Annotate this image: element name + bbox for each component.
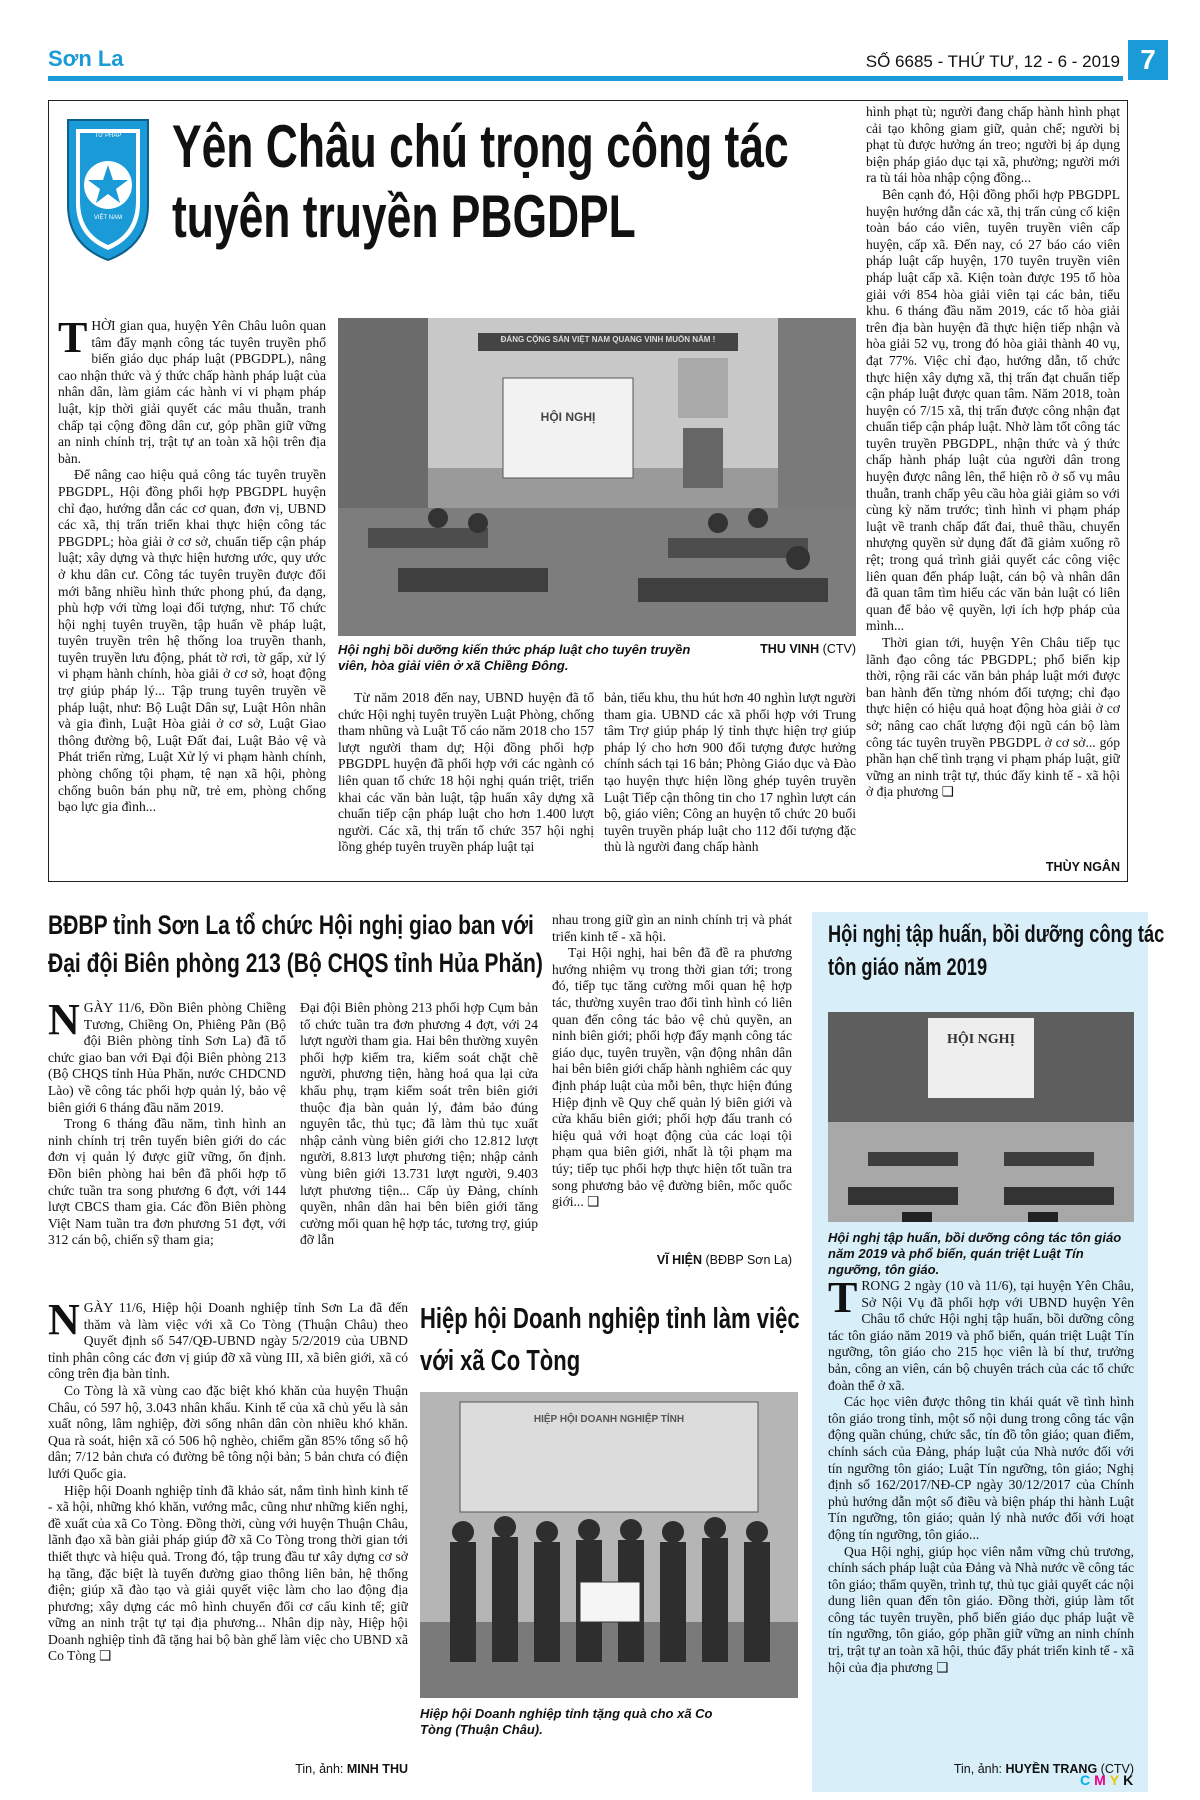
article2-lead-paragraph: NGÀY 11/6, Đồn Biên phòng Chiềng Tương, Chiềng On, Phiêng Pằn (Bộ đội Biên phòng tỉnh Sơn La) đã tổ chức giao ban với Đại đội Biên phòng 213 (Bộ CHQS tỉnh Hủa Phăn, nước CHDCND Lào) về công tác phối hợp quản lý, bảo vệ biên giới 6 tháng đầu năm 2019. (48, 1000, 286, 1115)
article1-title (172, 112, 872, 252)
cmyk-marks (1080, 1772, 1137, 1788)
article2-author: VĨ HIỆN (BĐBP Sơn La) (656, 1253, 792, 1267)
article1-paragraph: Bên cạnh đó, Hội đồng phối hợp PBGDPL huyện hướng dẫn các xã, thị trấn củng cố kiện toàn báo cáo viên, tuyên truyền viên cấp huyện, cấp xã. Đến nay, có 27 báo cáo viên pháp luật cấp huyện, 170 tuyên truyền viên pháp luật cấp xã. Kiện toàn được 195 tổ hòa giải với 854 hòa giải viên tại các bản, tiểu khu. 6 tháng đầu năm 2019, các tổ hòa giải trên địa bàn huyện đã thực hiện tiếp nhận và hòa giải 52 vụ, trong đó hòa giải thành 40 vụ, đạt 77%. Việc chỉ đạo, hướng dẫn, tổ chức thực hiện xây dựng xã, thị trấn đạt chuẩn tiếp cận pháp luật được quan tâm. Năm 2018, toàn huyện có 7/15 xã, thị trấn được công nhận đạt chuẩn tiếp cận pháp luật. Nhờ làm tốt công tác tuyên truyền PBGDPL, nhận thức và ý thức chấp hành pháp luật của người dân trong huyện được nâng lên, thể hiện rõ ở số vụ mâu thuẫn, tranh chấp yêu cầu hòa giải giảm so với cùng kỳ năm trước; tình hình vi phạm pháp luật về tranh chấp đất đai, thuê thầu, chuyển nhượng quyền sử dụng đất đã giảm xuống rõ rệt; trong quá trình giải quyết các công việc liên quan đến pháp luật, cán bộ và nhân dân đã quan tâm tìm hiểu các văn bản luật có liên quan để bảo vệ quyền, lợi ích hợp pháp của mình... (866, 186, 1120, 634)
justice-logo (58, 115, 158, 265)
article1-paragraph: Để nâng cao hiệu quả công tác tuyên truyền PBGDPL, Hội đồng phối hợp PBGDPL huyện chỉ đạo, hướng dẫn các cơ quan, đơn vị, UBND các xã, thị trấn triển khai thực hiện công tác PBGDPL; hòa giải ở cơ sở, chuẩn tiếp cận pháp luật; xây dựng và thực hiện hương ước, quy ước ở khu dân cư. Công tác tuyên truyền được đổi mới bằng nhiều hình thức phong phú, đa dạng, phù hợp với từng loại đối tượng, như: Tổ chức hội nghị tuyên truyền, tập huấn về pháp luật, tuyên truyền trên hệ thống loa truyền thanh, tuyên truyền lưu động, phát tờ rơi, tờ gấp, xử lý vi phạm hành chính, hòa giải ở cơ sở, hoạt động trợ giúp pháp lý... Tập trung tuyên truyền về pháp luật, như: Bộ Luật Dân sự, Luật Hôn nhân và gia đình, Luật Hòa giải ở cơ sở, Luật Giao thông đường bộ, Luật Đất đai, Luật Bảo vệ và Phát triển rừng, Luật Xử lý vi phạm hành chính, phòng chống tội phạm, tệ nạn xã hội, phòng chống buôn bán phụ nữ, trẻ em, phòng chống bạo lực gia đình... (58, 467, 326, 815)
article2-title-line1: BĐBP tỉnh Sơn La tổ chức Hội nghị giao ban với (48, 910, 534, 940)
article3-photo (828, 1012, 1134, 1222)
article1-col2 (338, 690, 594, 875)
article2-paragraph: Đại đội Biên phòng 213 phối hợp Cụm bản tổ chức tuần tra đơn phương 4 đợt, với 24 lượt người tham gia. Hai bên thường xuyên phối hợp kiểm tra, kiểm soát chặt chẽ người, phương tiện, hàng hoá qua lại cửa khẩu phụ, trạm kiểm soát trên biên giới thuộc địa bàn quản lý, đảm bảo đúng nguyên tắc, thủ tục; đã làm thủ tục xuất nhập cảnh vùng biên giới cho 12.812 lượt người, 8.813 lượt phương tiện; nhập cảnh vùng biên giới 13.731 lượt người, 9.403 lượt phương tiện... Cấp ủy Đảng, chính quyền, nhân dân hai bên biên giới tăng cường mối quan hệ hợp tác, tương trợ, giúp đỡ lẫn (300, 1000, 538, 1248)
article4-title (420, 1298, 800, 1382)
conference-room-photo (338, 318, 856, 636)
cmyk-k: K (1123, 1772, 1138, 1788)
photo-screen-text: HỘI NGHỊ (540, 410, 596, 424)
article2-paragraph: Tại Hội nghị, hai bên đã đề ra phương hướng nhiệm vụ trong thời gian tới; trong đó, tiếp tục tăng cường mối quan hệ hợp tác, thường xuyên trao đổi tình hình có liên quan đến công tác bảo vệ chủ quyền, an ninh biên giới; phối hợp đẩy mạnh công tác giáo dục, tuyên truyền, vận động nhân dân hai bên biên giới chấp hành nghiêm các quy định pháp luật của mỗi bên, thực hiện đúng Hiệp định về Quy chế quản lý biên giới và cửa khẩu biên giới; phối hợp đấu tranh có hiệu quả với hoạt động của các loại tội phạm qua biên giới, nhất là tội phạm ma túy; tiếp tục phối hợp thực hiện tốt tuần tra song phương bảo vệ đường biên, mốc quốc giới... ❑ (552, 945, 792, 1210)
article4-paragraph: Hiệp hội Doanh nghiệp tỉnh đã khảo sát, nắm tình hình kinh tế - xã hội, những khó khăn, vướng mắc, cũng như những kiến nghị, đề xuất của xã Co Tòng. Đồng thời, cùng với huyện Thuận Châu, lãnh đạo xã bàn giải pháp giúp đỡ xã Co Tòng trong thời gian tới thiết thực và hiệu quả. Trong đó, tập trung đầu tư xây dựng cơ sở hạ tầng, đặc biệt là tuyến đường giao thông liên bản, hệ thống điện; giúp xã đào tạo và giải quyết việc làm cho lao động địa phương; xây dựng các mô hình chuyển đổi cơ cấu kinh tế; giữ vững an ninh trật tự tại địa phương... Nhân dịp này, Hiệp hội Doanh nghiệp tỉnh đã tặng hai bộ bàn ghế làm việc cho UBND xã Co Tòng ❑ (48, 1482, 408, 1664)
group-photo (420, 1392, 798, 1698)
article3-lead-paragraph: TRONG 2 ngày (10 và 11/6), tại huyện Yên Châu, Sở Nội Vụ đã phối hợp với UBND huyện Yên Châu tổ chức Hội nghị tập huấn, bồi dưỡng công tác tôn giáo năm 2019 và phổ biến, quán triệt Luật Tín ngưỡng, tôn giáo cho 215 học viên là bí thư, trưởng bản, công an viên, cán bộ chuyên trách của các tổ chức đoàn thể ở xã. (828, 1278, 1134, 1393)
article4-title-line2: với xã Co Tòng (420, 1345, 581, 1377)
header-rule (48, 76, 1123, 81)
article4-col1 (48, 1300, 408, 1780)
issue-info: SỐ 6685 - THỨ TƯ, 12 - 6 - 2019 (865, 52, 1120, 71)
dropcap: T (828, 1278, 858, 1322)
article2-col2 (300, 1000, 538, 1270)
article4-photo (420, 1392, 798, 1698)
article1-col1 (58, 318, 326, 873)
page-number: 7 (1128, 40, 1168, 80)
end-mark: ❑ (99, 1648, 112, 1664)
article1-paragraph: hình phạt tù; người đang chấp hành hình phạt cải tạo không giam giữ, quản chế; người bị phạt tù được hưởng án treo; người bị áp dụng biện pháp giáo dục tại xã, phường; người mới ra tù tái hòa nhập cộng đồng... (866, 104, 1120, 186)
article4-paragraph: Co Tòng là xã vùng cao đặc biệt khó khăn của huyện Thuận Châu, có 597 hộ, 3.043 nhân khẩu. Kinh tế của xã chủ yếu là sản xuất nông, lâm nghiệp, đời sống nhân dân còn nhiều khó khăn. Qua rà soát, hiện xã có 506 hộ nghèo, chiếm gần 85% tổng số hộ dân; 7/12 bản chưa có đường bê tông nội bản; 5 bản chưa có điện lưới Quốc gia. (48, 1382, 408, 1481)
photo-banner-text: ĐẢNG CỘNG SẢN VIỆT NAM QUANG VINH MUÔN NĂM ! (500, 335, 716, 344)
article3-credit: Tin, ảnh: HUYỀN TRANG (CTV) (953, 1762, 1134, 1776)
article1-title-line1: Yên Châu chú trọng công tác (172, 113, 789, 180)
article1-paragraph: Từ năm 2018 đến nay, UBND huyện đã tổ chức Hội nghị tuyên truyền Luật Phòng, chống tham nhũng và Luật Tố cáo năm 2018 cho 157 lượt người tham dự; Hội đồng phối hợp PBGDPL huyện đã phối hợp với các ngành có liên quan tổ chức 18 hội nghị quán triệt, triển khai các văn bản luật, tập huấn xây dựng xã chuẩn tiếp cận pháp luật cho hơn 1.400 lượt người. Các xã, thị trấn tổ chức 357 hội nghị lồng ghép tuyên truyền pháp luật tại (338, 690, 594, 855)
end-mark: ❑ (587, 1194, 600, 1210)
article4-photo-caption: Hiệp hội Doanh nghiệp tỉnh tặng quà cho xã Co Tòng (Thuận Châu). (420, 1706, 713, 1737)
article3-paragraph: Qua Hội nghị, giúp học viên nắm vững chủ trương, chính sách pháp luật của Đảng và Nhà nước về công tác tôn giáo; thẩm quyền, trình tự, thủ tục giải quyết các nội dung liên quan đến tôn giáo. Đồng thời, giúp làm tốt công tác tuyên truyền, phổ biến giáo dục pháp luật về tín ngưỡng, tôn giáo, góp phần giữ vững an ninh chính trị, trật tự an toàn xã hội, thúc đẩy phát triển kinh tế - xã hội của địa phương ❑ (828, 1543, 1134, 1675)
article2-paragraph: Trong 6 tháng đầu năm, tình hình an ninh chính trị trên tuyến biên giới do các đơn vị quản lý được giữ vững, ổn định. Đồn biên phòng hai bên đã phối hợp tổ chức tuần tra song phương 6 đợt, với 144 lượt CBCS tham gia. Các đồn Biên phòng Việt Nam tuần tra đơn phương 51 đợt, với 312 cán bộ, chiến sỹ tham gia; (48, 1116, 286, 1248)
logo-bottom-text: VIỆT NAM (93, 215, 123, 221)
cmyk-c: C (1080, 1772, 1095, 1788)
article2-col3 (552, 912, 792, 1247)
article1-photo (338, 318, 856, 636)
article2-paragraph: nhau trong giữ gìn an ninh chính trị và phát triển kinh tế - xã hội. (552, 912, 792, 944)
article4-title-line1: Hiệp hội Doanh nghiệp tỉnh làm việc (420, 1303, 800, 1335)
article3-body (828, 1278, 1134, 1758)
end-mark: ❑ (936, 1659, 949, 1675)
article1-paragraph: bản, tiểu khu, thu hút hơn 40 nghìn lượt người tham gia. UBND các xã phối hợp với Trung tâm Trợ giúp pháp lý tỉnh thực hiện trợ giúp pháp lý cho hơn 900 đối tượng được hưởng chính sách tại 16 bản; Phòng Giáo dục và Đào tạo huyện thực hiện lồng ghép tuyên truyền Luật Tiếp cận thông tin cho 17 nghìn lượt cán bộ, giáo viên; Công an huyện tổ chức 20 buổi tuyên truyền pháp luật cho 112 đối tượng đặc thù là người đang chấp hành (604, 690, 856, 855)
section-name: Sơn La (48, 46, 124, 71)
article1-lead-paragraph (58, 318, 326, 467)
article1-photo-caption: Hội nghị bồi dưỡng kiến thức pháp luật cho tuyên truyền viên, hòa giải viên ở xã Chiềng Đông. (338, 642, 691, 673)
article2-title (48, 906, 578, 982)
end-mark: ❑ (941, 784, 954, 800)
article3-title-line1: Hội nghị tập huấn, bồi dưỡng công tác (828, 921, 1165, 948)
dropcap: N (48, 1300, 80, 1344)
article3-photo-caption: Hội nghị tập huấn, bồi dưỡng công tác tôn giáo năm 2019 và phổ biến, quán triệt Luật Tín ngưỡng, tôn giáo. (828, 1230, 1122, 1277)
article1-col3 (604, 690, 856, 875)
dropcap: N (48, 1000, 80, 1044)
article2-title-line2: Đại đội Biên phòng 213 (Bộ CHQS tỉnh Hủa Phăn) (48, 948, 543, 978)
article1-title-line2: tuyên truyền PBGDPL (172, 183, 636, 250)
article1-col4 (866, 104, 1120, 856)
article4-lead-paragraph: NGÀY 11/6, Hiệp hội Doanh nghiệp tỉnh Sơn La đã đến thăm và làm việc với xã Co Tòng (Thuận Châu) theo Quyết định số 547/QĐ-UBND ngày 5/2/2019 của UBND tỉnh phân công các đơn vị giúp đỡ xã vùng III, xã biên giới, xã có công trên địa bàn tỉnh. (48, 1300, 408, 1382)
article1-photo-credit: THU VINH (CTV) (760, 642, 856, 656)
dropcap: T (58, 318, 88, 362)
cmyk-y: Y (1109, 1772, 1124, 1788)
article1-lead-text: HỜI gian qua, huyện Yên Châu luôn quan tâm đẩy mạnh công tác tuyên truyền phổ biến giáo dục pháp luật (PBGDPL), nâng cao nhận thức và ý thức chấp hành pháp luật của nhân dân, làm giảm các hành vi vi phạm pháp luật, kịp thời giải quyết các mâu thuẫn, tranh chấp tại cộng đồng dân cư, góp phần giữ vững an ninh chính trị, trật tự an toàn xã hội trên địa bàn. (58, 318, 326, 466)
logo-top-text: TƯ PHÁP (94, 133, 122, 139)
article4-credit: Tin, ảnh: MINH THU (295, 1762, 408, 1776)
article3-title (828, 918, 1165, 984)
photo-screen-text: HỘI NGHỊ (946, 1032, 1016, 1047)
cmyk-m: M (1094, 1772, 1110, 1788)
article1-author: THÙY NGÂN (1045, 860, 1120, 874)
article3-paragraph: Các học viên được thông tin khái quát về tình hình tôn giáo trong tỉnh, một số nội dung trong công tác vận động quần chúng, chức sắc, tín đồ tôn giáo; quan điểm, chính sách của Đảng, pháp luật của Nhà nước đối với tín ngưỡng tôn giáo; Luật Tín ngưỡng, tôn giáo; Nghị định số 162/2017/NĐ-CP ngày 30/12/2017 của Chính phủ hướng dẫn một số điều và biện pháp thi hành Luật Tín ngưỡng, tôn giáo; quản lý nhà nước đối với hoạt động tín ngưỡng, tôn giáo... (828, 1394, 1134, 1542)
photo-banner-text: HIỆP HỘI DOANH NGHIỆP TỈNH (533, 1414, 685, 1425)
article2-col1 (48, 1000, 286, 1270)
article3-title-line2: tôn giáo năm 2019 (828, 954, 988, 981)
article1-paragraph: Thời gian tới, huyện Yên Châu tiếp tục lãnh đạo công tác PBGDPL; phổ biến kịp thời, rộng rãi các văn bản pháp luật mới được ban hành đến từng nhóm đối tượng; chỉ đạo thực hiện có hiệu quả hoạt động hòa giải ở cơ sở; nâng cao chất lượng đội ngũ cán bộ làm công tác tuyên truyền PBGDPL ở cơ sở... góp phần hạn chế tình trạng vi phạm pháp luật, giữ vững an ninh trật tự, thúc đẩy kinh tế - xã hội ở địa phương ❑ (866, 635, 1120, 800)
